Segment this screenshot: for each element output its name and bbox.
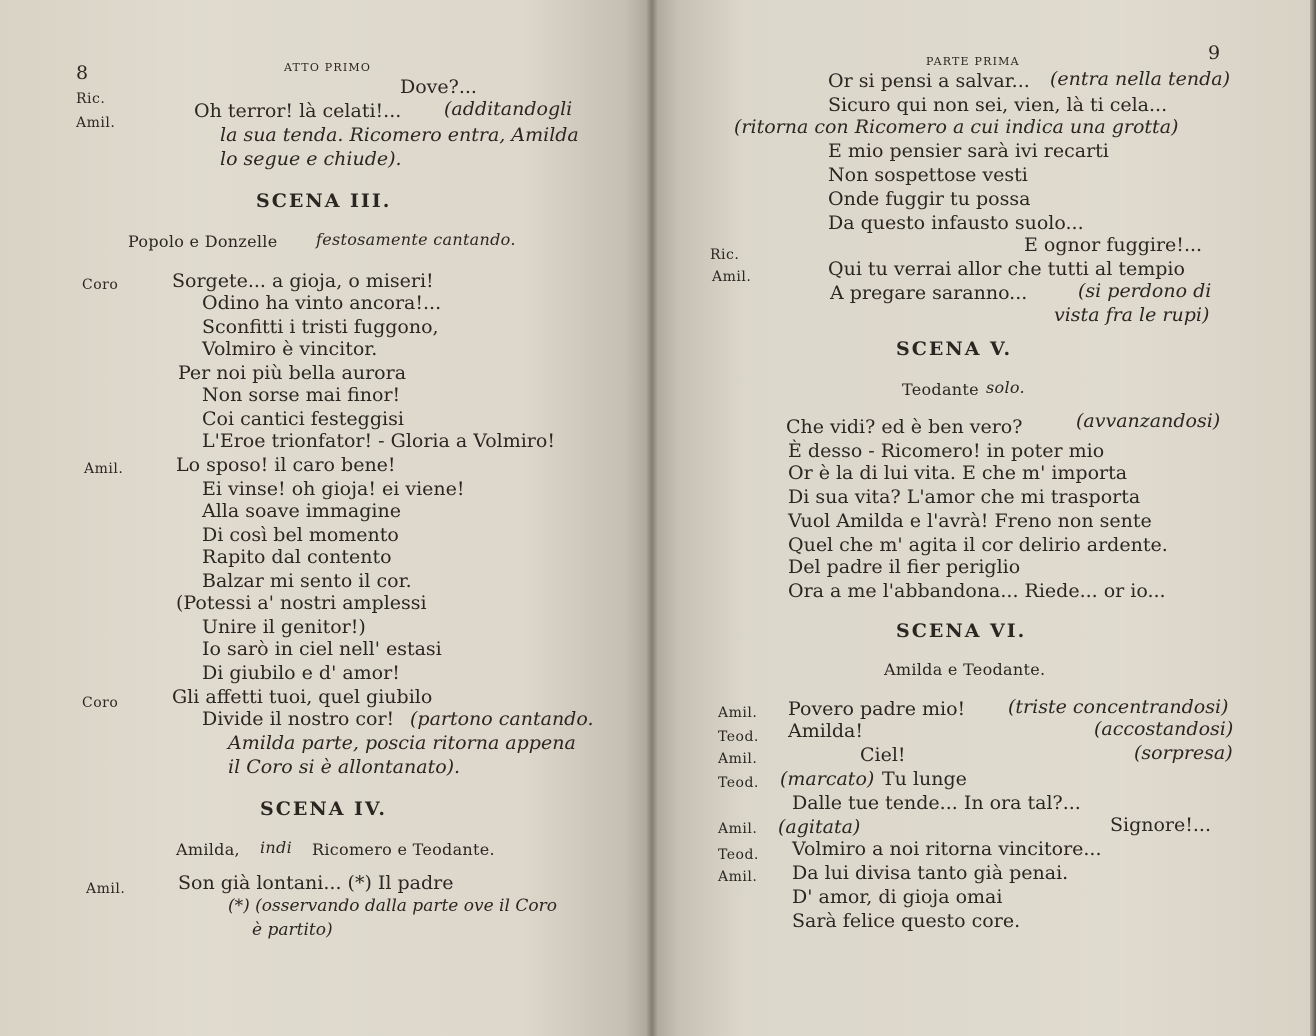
speaker: Amil. (84, 461, 124, 477)
page-number: 9 (1208, 42, 1221, 64)
stage-direction: (accostandosi) (1094, 718, 1234, 740)
footnote: è partito) (252, 920, 333, 940)
verse-line: Sconfitti i tristi fuggono, (202, 316, 439, 338)
verse-line: Non sospettose vesti (828, 164, 1028, 186)
page-edge (1310, 0, 1316, 1036)
scene-direction: festosamente cantando. (316, 230, 516, 249)
verse-line: L'Eroe trionfator! - Gloria a Volmiro! (202, 430, 555, 452)
stage-direction: (partono cantando. (410, 708, 594, 730)
scene-characters: Ricomero e Teodante. (312, 840, 495, 859)
speaker: Ric. (76, 91, 106, 107)
stage-direction: (avvanzandosi) (1076, 410, 1221, 432)
verse-line: Oh terror! là celati!... (194, 100, 402, 122)
verse-line: Di così bel momento (202, 524, 399, 546)
stage-direction: (si perdono di (1078, 280, 1212, 302)
verse-line: Son già lontani... (*) Il padre (178, 872, 454, 894)
verse-line: Lo sposo! il caro bene! (176, 454, 396, 476)
stage-direction: Amilda parte, poscia ritorna appena (228, 732, 576, 754)
verse-line: E ognor fuggire!... (1024, 234, 1203, 256)
scene-direction: solo. (986, 378, 1025, 397)
verse-line: Odino ha vinto ancora!... (202, 292, 442, 314)
verse-line: Del padre il fier periglio (788, 556, 1021, 578)
scene-characters: Amilda e Teodante. (884, 660, 1046, 679)
speaker: Coro (82, 695, 119, 711)
scene-characters: Teodante (902, 380, 979, 399)
verse-line: Divide il nostro cor! (202, 708, 395, 730)
scene-heading: SCENA IV. (260, 798, 387, 820)
stage-direction: (ritorna con Ricomero a cui indica una grotta) (734, 116, 1179, 138)
scene-heading: SCENA III. (256, 190, 392, 212)
verse-line: Io sarò in ciel nell' estasi (202, 638, 442, 660)
scene-heading: SCENA V. (896, 338, 1013, 360)
verse-line: Da questo infausto suolo... (828, 212, 1084, 234)
speaker: Teod. (718, 847, 759, 863)
verse-line: E mio pensier sarà ivi recarti (828, 140, 1109, 162)
right-page (652, 0, 1316, 1036)
verse-line: Dove?... (400, 76, 477, 98)
running-header: ATTO PRIMO (284, 61, 372, 74)
verse-line: Da lui divisa tanto già penai. (792, 862, 1069, 884)
verse-line: Tu lunge (882, 768, 967, 790)
verse-line: È desso - Ricomero! in poter mio (788, 440, 1105, 462)
stage-direction: (agitata) (778, 816, 861, 838)
verse-line: Signore!... (1110, 814, 1212, 836)
verse-line: Di sua vita? L'amor che mi trasporta (788, 486, 1141, 508)
verse-line: Per noi più bella aurora (178, 362, 407, 384)
stage-direction: il Coro si è allontanato). (228, 756, 461, 778)
verse-line: Or è la di lui vita. E che m' importa (788, 462, 1128, 484)
verse-line: (Potessi a' nostri amplessi (176, 592, 427, 614)
speaker: Amil. (718, 821, 758, 837)
speaker: Amil. (86, 881, 126, 897)
verse-line: Ora a me l'abbandona... Riede... or io... (788, 580, 1166, 602)
verse-line: Quel che m' agita il cor delirio ardente. (788, 534, 1168, 556)
scene-characters: Popolo e Donzelle (128, 232, 278, 251)
verse-line: D' amor, di gioja omai (792, 886, 1003, 908)
speaker: Amil. (76, 115, 116, 131)
verse-line: Qui tu verrai allor che tutti al tempio (828, 258, 1185, 280)
verse-line: A pregare saranno... (830, 282, 1028, 304)
verse-line: Sarà felice questo core. (792, 910, 1021, 932)
stage-direction: la sua tenda. Ricomero entra, Amilda (220, 124, 579, 146)
verse-line: Vuol Amilda e l'avrà! Freno non sente (788, 510, 1152, 532)
verse-line: Amilda! (788, 720, 864, 742)
verse-line: Volmiro a noi ritorna vincitore... (792, 838, 1102, 860)
verse-line: Volmiro è vincitor. (202, 338, 378, 360)
speaker: Coro (82, 277, 119, 293)
speaker: Amil. (718, 751, 758, 767)
verse-line: Sorgete... a gioja, o miseri! (172, 270, 434, 292)
speaker: Teod. (718, 729, 759, 745)
verse-line: Povero padre mio! (788, 698, 966, 720)
book-gutter (646, 0, 658, 1036)
running-header: PARTE PRIMA (926, 55, 1020, 68)
verse-line: Ciel! (860, 744, 906, 766)
verse-line: Non sorse mai finor! (202, 384, 401, 406)
stage-direction: (sorpresa) (1134, 742, 1233, 764)
verse-line: Rapito dal contento (202, 546, 392, 568)
stage-direction: (triste concentrandosi) (1008, 696, 1229, 718)
page-number: 8 (76, 62, 89, 84)
verse-line: Gli affetti tuoi, quel giubilo (172, 686, 433, 708)
footnote: (*) (osservando dalla parte ove il Coro (228, 896, 557, 916)
stage-direction: lo segue e chiude). (220, 148, 402, 170)
stage-direction: (marcato) (780, 768, 875, 790)
verse-line: Balzar mi sento il cor. (202, 570, 412, 592)
stage-direction: vista fra le rupi) (1054, 304, 1210, 326)
speaker: Ric. (710, 247, 740, 263)
scene-heading: SCENA VI. (896, 620, 1027, 642)
left-page (0, 0, 652, 1036)
speaker: Teod. (718, 775, 759, 791)
scene-direction: indi (260, 838, 292, 857)
verse-line: Unire il genitor!) (202, 616, 366, 638)
speaker: Amil. (718, 705, 758, 721)
verse-line: Sicuro qui non sei, vien, là ti cela... (828, 94, 1168, 116)
verse-line: Or si pensi a salvar... (828, 70, 1030, 92)
verse-line: Che vidi? ed è ben vero? (786, 416, 1023, 438)
verse-line: Onde fuggir tu possa (828, 188, 1031, 210)
stage-direction: (entra nella tenda) (1050, 68, 1230, 90)
verse-line: Coi cantici festeggisi (202, 408, 404, 430)
verse-line: Di giubilo e d' amor! (202, 662, 400, 684)
stage-direction: (additandogli (444, 98, 573, 120)
scene-characters: Amilda, (176, 840, 240, 859)
speaker: Amil. (712, 269, 752, 285)
verse-line: Alla soave immagine (202, 500, 401, 522)
verse-line: Dalle tue tende... In ora tal?... (792, 792, 1081, 814)
speaker: Amil. (718, 869, 758, 885)
verse-line: Ei vinse! oh gioja! ei viene! (202, 478, 465, 500)
